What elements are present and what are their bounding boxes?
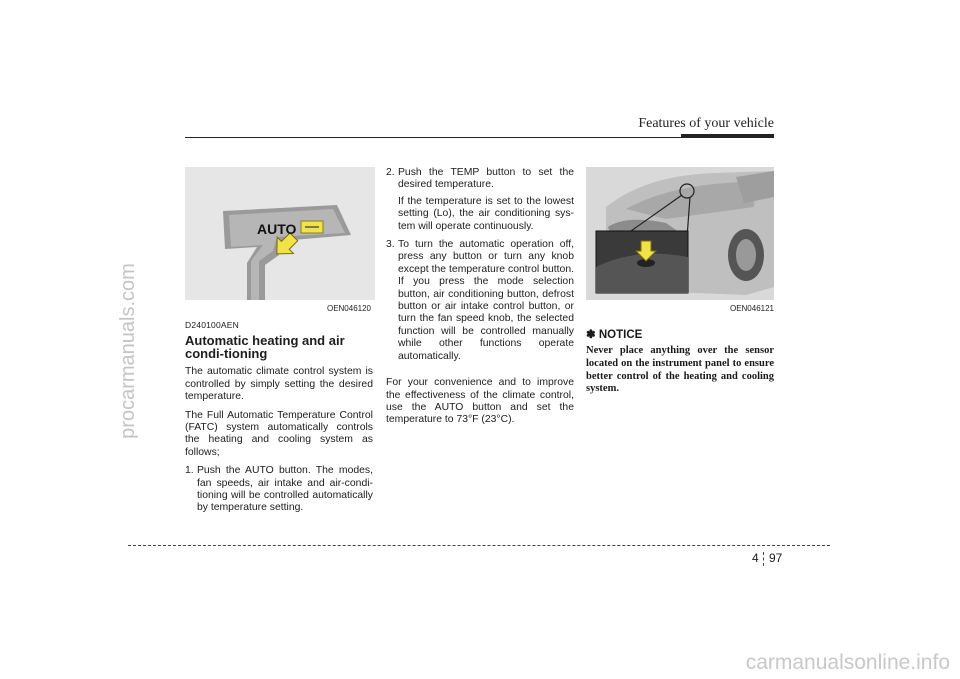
- auto-label: AUTO: [257, 221, 297, 237]
- page-number-separator: [763, 552, 764, 566]
- notice-icon: ✽: [586, 329, 596, 341]
- steps-list: [386, 167, 574, 363]
- figure-caption-left: OEN046120: [326, 304, 371, 313]
- step-text: Push the TEMP button to set the desired temperature.: [398, 167, 574, 191]
- notice-title: NOTICE: [598, 329, 643, 341]
- auto-button-illustration: [185, 167, 375, 300]
- header-accent-bar: [681, 134, 774, 138]
- column-2: [386, 167, 574, 433]
- watermark-left: procarmanuals.com: [117, 263, 139, 439]
- step-subtext: If the temperature is set to the lowest setting (Lo), the air conditioning sys-tem will operate continuously.: [398, 195, 574, 232]
- list-item: [386, 239, 574, 363]
- list-item: [386, 167, 574, 233]
- step-number: 1.: [185, 465, 194, 477]
- section-code: D240100AEN: [185, 320, 239, 330]
- paragraph: For your convenience and to improve the effectiveness of the climate control, use the AUTO button and set the temperature to 73°F (23°C).: [386, 377, 574, 426]
- step-text: To turn the automatic operation off, press any button or turn any knob except the temperature control button. If you press the mode selection button, air conditioning button, defrost button or air intake control button, or turn the fan speed knob, the selected function will be controlled manually while other functions operate automatically.: [398, 239, 574, 362]
- figure-sensor-location: [586, 167, 774, 300]
- steps-list: [185, 465, 373, 515]
- figure-caption-right: OEN046121: [729, 304, 774, 313]
- notice-box: [586, 327, 774, 396]
- step-number: 3.: [386, 239, 395, 251]
- step-number: 2.: [386, 167, 395, 178]
- notice-text: Never place anything over the sensor located on the instrument panel to ensure better control of the heating and cooling system.: [586, 345, 774, 395]
- car-sensor-illustration: [586, 167, 774, 300]
- step-text: Push the AUTO button. The modes, fan speeds, air intake and air-condi-tioning will be controlled automatically by temperature setting.: [197, 465, 373, 514]
- paragraph: The automatic climate control system is controlled by simply setting the desired temperature.: [185, 366, 373, 403]
- figure-auto-button: [185, 167, 375, 300]
- watermark-bottom: carmanualsonline.info: [745, 651, 950, 674]
- paragraph: The Full Automatic Temperature Control (FATC) system automatically controls the heating and cooling system as follows;: [185, 409, 373, 458]
- section-heading: Automatic heating and air condi-tioning: [185, 333, 345, 362]
- page-number: 97: [769, 551, 783, 565]
- section-title: Features of your vehicle: [638, 116, 774, 131]
- notice-heading: [586, 327, 774, 341]
- chapter-number: 4: [752, 551, 759, 565]
- column-1: [185, 319, 373, 521]
- footer-rule: [128, 545, 830, 546]
- list-item: [185, 465, 373, 515]
